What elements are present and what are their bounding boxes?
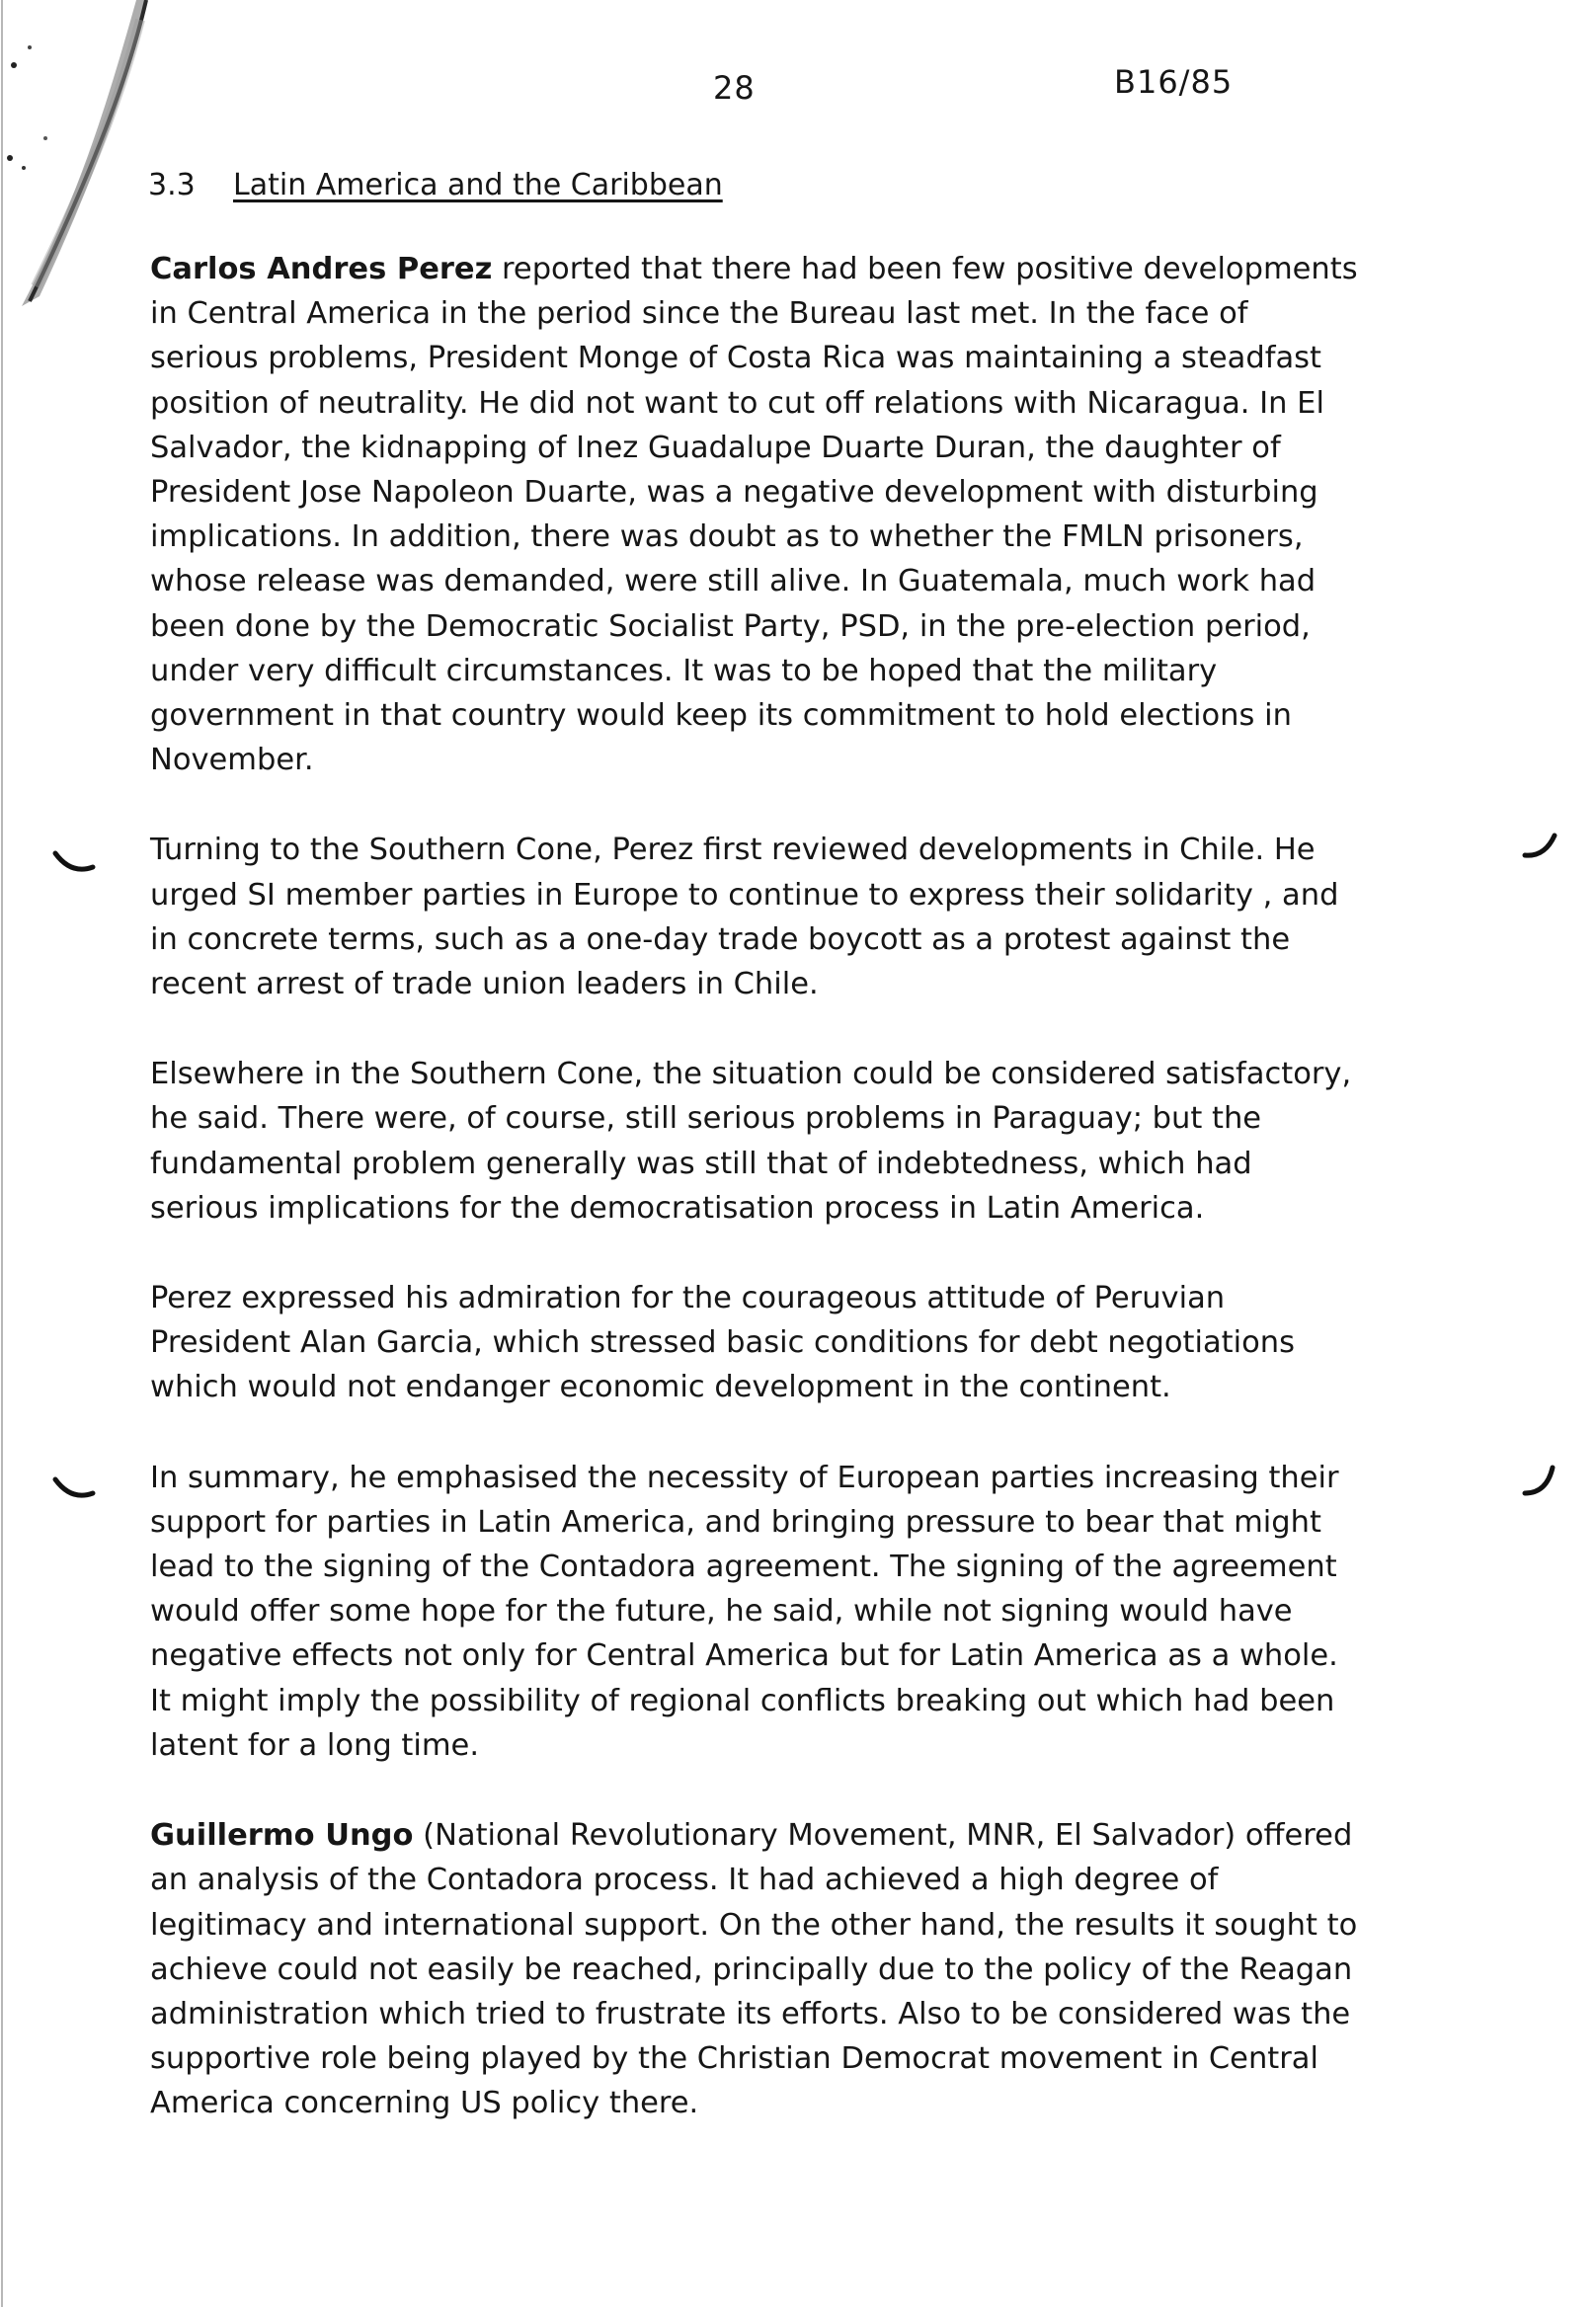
page-number: 28 <box>713 69 756 107</box>
section-number: 3.3 <box>148 168 196 202</box>
paragraph-perez-central-america <box>150 247 1365 782</box>
paragraph-text: Turning to the Southern Cone, Perez first reviewed developments in Chile. He urged SI member parties in Europe to continue to express their solidarity , and in concrete terms, such as a one-day trade boycott as a protest against the recent arrest of trade union leaders in Chile. <box>150 833 1339 1002</box>
paragraph-text: reported that there had been few positive developments in Central America in the period since the Bureau last met. In the face of serious problems, President Monge of Costa Rica was maintaining a steadfast position of neutrality. He did not want to cut off relations with Nicaragua. In El Salvador, the kidnapping of Inez Guadalupe Duarte Duran, the daughter of President Jose Napoleon Duarte, was a negative development with disturbing implications. In addition, there was doubt as to whether the FMLN prisoners, whose release was demanded, were still alive. In Guatemala, much work had been done by the Democratic Socialist Party, PSD, in the pre-election period, under very difficult circumstances. It was to be hoped that the military government in that country would keep its commitment to hold elections in November. <box>150 252 1358 778</box>
speaker-name: Carlos Andres Perez <box>150 252 493 286</box>
punch-hole-mark-left-lower <box>51 1475 97 1505</box>
punch-hole-mark-right-lower <box>1521 1464 1560 1503</box>
paragraph-summary-contadora <box>150 1456 1365 1768</box>
section-title: Latin America and the Caribbean <box>233 168 723 202</box>
paragraph-southern-cone-chile <box>150 828 1365 1006</box>
section-heading <box>148 168 723 202</box>
scan-left-edge <box>0 0 12 2307</box>
document-reference: B16/85 <box>1114 63 1234 101</box>
paragraph-text: Elsewhere in the Southern Cone, the situation could be considered satisfactory, he said. There were, of course, still serious problems in Paraguay; but the fundamental problem generally was still that of indebtedness, which had serious implications for the democratisation process in Latin America. <box>150 1057 1352 1226</box>
paragraph-text: (National Revolutionary Movement, MNR, El Salvador) offered an analysis of the Contadora process. It had achieved a high degree of legitimacy and international support. On the other hand, the results it sought to achieve could not easily be reached, principally due to the policy of the Reagan administration which tried to frustrate its efforts. Also to be considered was the supportive role being played by the Christian Democrat movement in Central America concerning US policy there. <box>150 1818 1358 2121</box>
speaker-name: Guillermo Ungo <box>150 1818 414 1854</box>
punch-hole-mark-right-upper <box>1521 832 1560 865</box>
paragraph-text: Perez expressed his admiration for the courageous attitude of Peruvian President Alan Garcia, which stressed basic conditions for debt negotiations which would not endanger economic development in the continent. <box>150 1281 1295 1405</box>
paragraph-text: In summary, he emphasised the necessity of European parties increasing their support for parties in Latin America, and bringing pressure to bear that might lead to the signing of the Contadora agreement. The signing of the agreement would offer some hope for the future, he said, while not signing would have negative effects not only for Central America but for Latin America as a whole. It might imply the possibility of regional conflicts breaking out which had been latent for a long time. <box>150 1460 1339 1763</box>
paragraph-southern-cone-indebtedness <box>150 1052 1365 1231</box>
document-body <box>150 247 1365 2172</box>
paragraph-alan-garcia <box>150 1276 1365 1410</box>
punch-hole-mark-left-upper <box>51 849 97 879</box>
paragraph-ungo-contadora <box>150 1813 1365 2125</box>
